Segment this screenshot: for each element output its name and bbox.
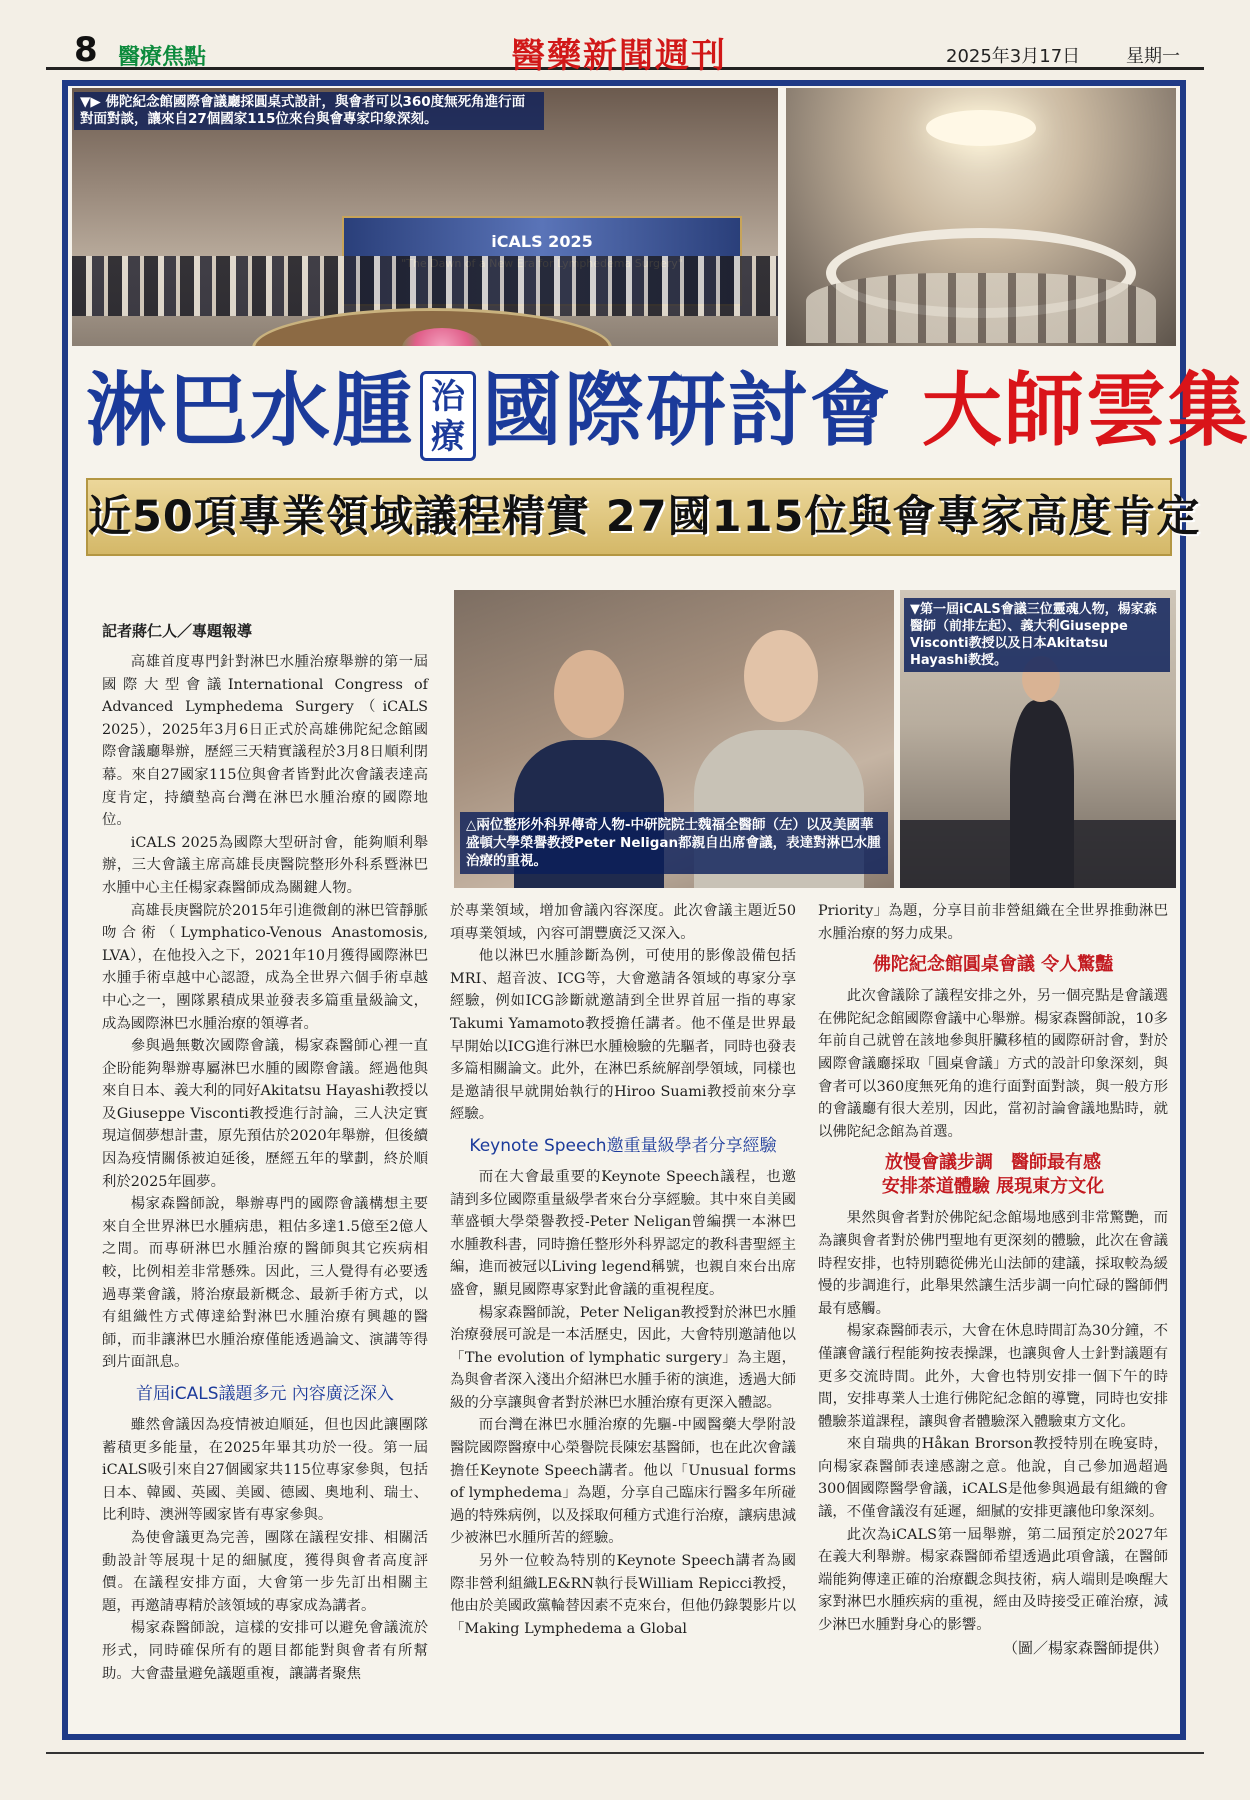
footer-rule bbox=[46, 1752, 1204, 1754]
subheading-tea-ceremony: 安排茶道體驗 展現東方文化 bbox=[881, 1176, 1105, 1198]
section-name: 醫療焦點 bbox=[118, 45, 207, 70]
paragraph: 高雄長庚醫院於2015年引進微創的淋巴管靜脈吻合術（Lymphatico-Venous Anastomosis, LVA），在他投入之下，2021年10月獲得國際淋巴水腫手術卓越中心認證，成為全世界六個手術卓越中心之一，團隊累積成果並發表多篇重量級論文，成為國際淋巴水腫治療的領導者。 bbox=[102, 902, 428, 1032]
byline: 記者蔣仁人／專題報導 bbox=[102, 622, 253, 640]
page-header bbox=[46, 26, 1204, 76]
main-headline bbox=[86, 356, 1250, 466]
headline-treatment-badge bbox=[420, 371, 476, 461]
paragraph: 而台灣在淋巴水腫治療的先驅-中國醫藥大學附設醫院國際醫療中心榮譽院長陳宏基醫師，也在此次會議擔任Keynote Speech講者。他以「Unusual forms of lymphedema」為題，分享自己臨床行醫多年所碰過的特殊病例，以及採取何種方式進行治療，讓病患減少被淋巴水腫所苦的經驗。 bbox=[450, 1417, 796, 1547]
stage-banner-text: iCALS 2025 bbox=[491, 232, 593, 251]
subheading-round-table: 佛陀紀念館圓桌會議 令人驚豔 bbox=[872, 954, 1114, 976]
subheading-topics: 首屆iCALS議題多元 內容廣泛深入 bbox=[136, 1384, 394, 1404]
paragraph: 此次會議除了議程安排之外，另一個亮點是會議選在佛陀紀念館國際會議中心舉辦。楊家森醫師說，10多年前自己就曾在該地參與肝臟移植的國際研討會，對於國際會議廳採取「圓桌會議」方式的設計印象深刻，與會者可以360度無死角的進行面對面對談，與一般方形的會議廳有很大差別，因此，當初討論會議地點時，就以佛陀紀念館為首選。 bbox=[818, 988, 1168, 1140]
badge-char-bottom: 療 bbox=[431, 417, 465, 458]
subheading-keynote: Keynote Speech邀重量級學者分享經驗 bbox=[469, 1135, 777, 1156]
paragraph: 而在大會最重要的Keynote Speech議程，也邀請到多位國際重量級學者來台分享經驗。其中來自美國華盛頓大學榮譽教授-Peter Neligan曾編撰一本淋巴水腫教科書，同時擔任整形外科界認定的教科書聖經主編，進而被冠以Living legend稱號，也親自來台出席盛會，顯見國際專家對此會議的重視程度。 bbox=[450, 1168, 796, 1298]
photo-credit: （圖／楊家森醫師提供） bbox=[1002, 1638, 1168, 1657]
seated-panel bbox=[900, 820, 1176, 888]
speaker-caption: ▼第一屆iCALS會議三位靈魂人物，楊家森醫師（前排左起）、義大利Giuseppe Visconti教授以及日本Akitatsu Hayashi教授。 bbox=[904, 598, 1170, 672]
paragraph: 參與過無數次國際會議，楊家森醫師心裡一直企盼能夠舉辦專屬淋巴水腫的國際會議。經過他與來自日本、義大利的同好Akitatsu Hayashi教授以及Giuseppe Visconti教授進行討論，三人決定實現這個夢想計畫，原先預估於2020年舉辦，但後續因為疫情關係被迫延後，歷經五年的擘劃，終於順利於2025年圓夢。 bbox=[102, 1038, 428, 1190]
paragraph: 於專業領域，增加會議內容深度。此次會議主題近50項專業領域，內容可謂豐廣泛又深入。 bbox=[450, 903, 796, 942]
article-column-1 bbox=[102, 620, 428, 1685]
paragraph: Priority」為題，分享目前非營組織在全世界推動淋巴水腫治療的努力成果。 bbox=[818, 903, 1168, 942]
paragraph: 楊家森醫師表示，大會在休息時間訂為30分鐘，不僅讓會議行程能夠按表操課，也讓與會人士針對議題有更多交流時間。此外，大會也特別安排一個下午的時間，安排專業人士進行佛陀紀念館的導覽，同時也安排體驗茶道課程，讓與會者體驗深入體驗東方文化。 bbox=[818, 1323, 1168, 1430]
attendee-group bbox=[72, 256, 778, 316]
paragraph: 另外一位較為特別的Keynote Speech講者為國際非營利組織LE&RN執行長William Repicci教授，他由於美國政黨輪替因素不克來台，但他仍錄製影片以「Making Lymphedema a Global bbox=[450, 1553, 796, 1637]
ceiling-light bbox=[926, 110, 1036, 146]
headline-part1: 淋巴水腫 bbox=[86, 364, 414, 457]
doctor-left-face bbox=[554, 650, 624, 738]
issue-date: 2025年3月17日 bbox=[946, 46, 1081, 67]
paragraph: 來自瑞典的Håkan Brorson教授特別在晚宴時，向楊家森醫師表達感謝之意。他說，自己參加過超過300個國際醫學會議，iCALS是他參與過最有組織的會議，不僅會議沒有延遲，細膩的安排更讓他印象深刻。 bbox=[818, 1436, 1168, 1521]
paragraph: 為使會議更為完善，團隊在議程安排、相關活動設計等展現十足的細膩度，獲得與會者高度評價。在議程安排方面，大會第一步先訂出相關主題，再邀請專精於該領域的專家成為講者。 bbox=[102, 1529, 428, 1614]
page-number: 8 bbox=[74, 30, 98, 70]
article-column-3 bbox=[818, 900, 1168, 1659]
article-column-2 bbox=[450, 900, 796, 1640]
top-photo-caption: ▼▶ 佛陀紀念館國際會議廳採圓桌式設計，與會者可以360度無死角進行面對面對談，讓來自27個國家115位來台與會專家印象深刻。 bbox=[74, 92, 544, 130]
paragraph: 楊家森醫師說，這樣的安排可以避免會議流於形式，同時確保所有的題目都能對與會者有所幫助。大會盡量避免議題重複，讓講者聚焦 bbox=[102, 1620, 428, 1682]
issue-weekday: 星期一 bbox=[1126, 46, 1180, 67]
badge-char-top: 治 bbox=[431, 377, 465, 418]
paragraph: 楊家森醫師說，舉辦專門的國際會議構想主要來自全世界淋巴水腫病患，粗估多達1.5億至2億人之間。而專研淋巴水腫治療的醫師與其它疾病相較，比例相差非常懸殊。因此，三人覺得有必要透過專業會議，將治療最新概念、最新手術方式，以有組織性方式傳達給對淋巴水腫治療有興趣的醫師，而非讓淋巴水腫治療僅能透過論文、演講等得到片面訊息。 bbox=[102, 1196, 428, 1371]
paragraph: 楊家森醫師說，Peter Neligan教授對於淋巴水腫治療發展可說是一本活歷史，因此，大會特別邀請他以「The evolution of lymphatic surgery」為主題，為與會者深入淺出介紹淋巴水腫手術的演進，透過大師級的分享讓與會者對於淋巴水腫治療有更深入體認。 bbox=[450, 1304, 796, 1411]
paragraph: 果然與會者對於佛陀紀念館場地感到非常驚艷，而為讓與會者對於佛門聖地有更深刻的體驗，此次在會議時程安排，也特別聽從佛光山法師的建議，採取較為緩慢的步調進行，此舉果然讓生活步調一向忙碌的醫師們最有感觸。 bbox=[818, 1210, 1168, 1317]
paragraph: 他以淋巴水腫診斷為例，可使用的影像設備包括MRI、超音波、ICG等，大會邀請各領域的專家分享經驗，例如ICG診斷就邀請到全世界首屈一指的專家Takumi Yamamoto教授擔任講者。他不僅是世界最早開始以ICG進行淋巴水腫檢驗的先驅者，同時也發表多篇相關論文。此外，在淋巴系統解剖學領域，同樣也是邀請很早就開始執行的Hiroo Suami教授前來分享經驗。 bbox=[450, 948, 796, 1123]
two-doctors-caption: △兩位整形外科界傳奇人物-中研院院士魏福全醫師（左）以及美國華盛頓大學榮譽教授Peter Neligan都親自出席會議，表達對淋巴水腫治療的重視。 bbox=[460, 812, 888, 874]
paragraph: iCALS 2025為國際大型研討會，能夠順利舉辦，三大會議主席高雄長庚醫院整形外科系暨淋巴水腫中心主任楊家森醫師成為關鍵人物。 bbox=[102, 834, 428, 896]
doctor-right-face bbox=[744, 630, 818, 722]
headline-part2: 國際研討會 bbox=[482, 364, 892, 457]
subheading-slow-pace: 放慢會議步調 醫師最有感 bbox=[885, 1152, 1101, 1174]
paragraph: 此次為iCALS第一屆舉辦，第二屆預定於2027年在義大利舉辦。楊家森醫師希望透過此項會議，在醫師端能夠傳達正確的治療觀念與技術，病人端則是喚醒大家對淋巴水腫疾病的重視，經由及時接受正確治療，減少淋巴水腫對身心的影響。 bbox=[818, 1526, 1168, 1634]
round-table-hall-photo bbox=[786, 88, 1176, 346]
newspaper-title: 醫藥新聞週刊 bbox=[511, 36, 727, 76]
seated-attendees bbox=[806, 273, 1156, 343]
headline-part3: 大師雲集 bbox=[921, 364, 1250, 457]
paragraph: 雖然會議因為疫情被迫順延，但也因此讓團隊蓄積更多能量，在2025年畢其功於一役。第一屆iCALS吸引來自27個國家共115位專家參與，包括日本、韓國、英國、美國、德國、奧地利、瑞士、比利時、澳洲等國家皆有專家參與。 bbox=[102, 1417, 428, 1524]
paragraph: 高雄首度專門針對淋巴水腫治療舉辦的第一屆國際大型會議International Congress of Advanced Lymphedema Surgery（iCALS 2025），2025年3月6日正式於高雄佛陀紀念館國際會議廳舉辦，歷經三天精實議程於3月8日順利閉幕。來自27國家115位與會者皆對此次會議表達高度肯定，持續墊高台灣在淋巴水腫治療的國際地位。 bbox=[102, 654, 428, 829]
sub-headline: 近50項專業領域議程精實 27國115位與會專家高度肯定 bbox=[86, 478, 1172, 556]
